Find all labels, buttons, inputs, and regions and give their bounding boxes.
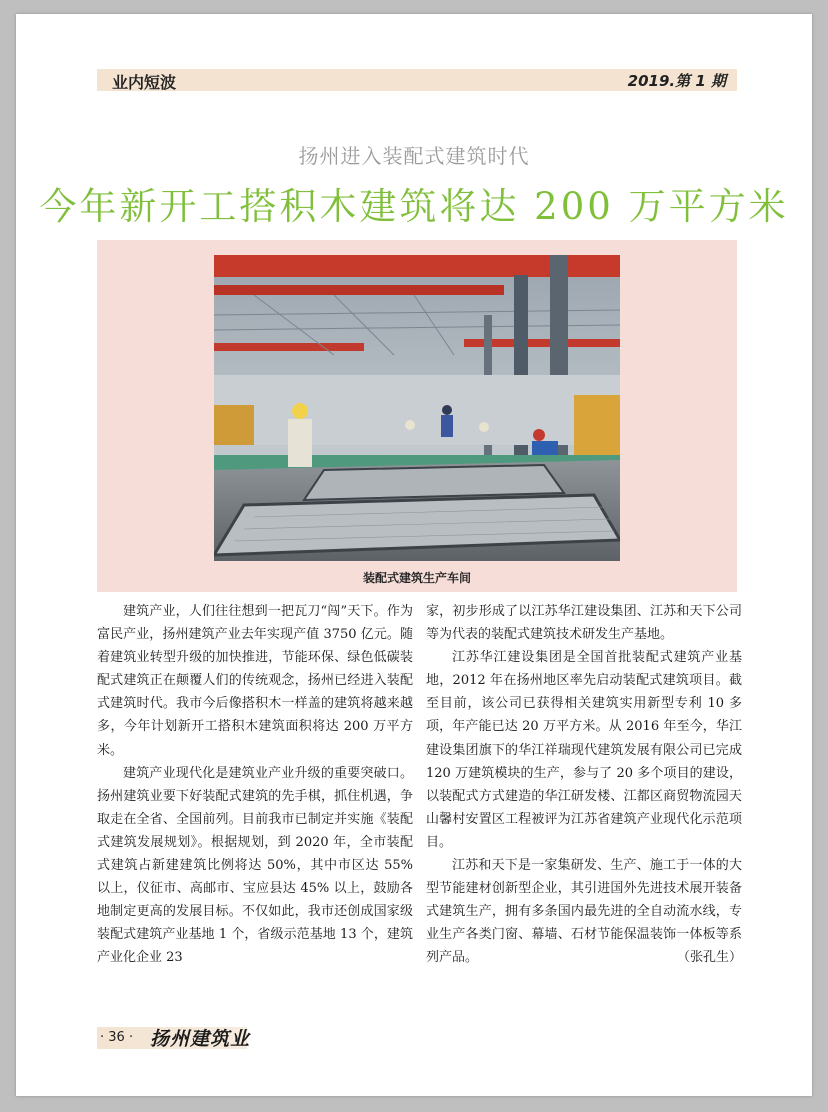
paragraph [426, 854, 742, 969]
paragraph: 建筑产业现代化是建筑业产业升级的重要突破口。扬州建筑业要下好装配式建筑的先手棋，抓住机遇，争取走在全省、全国前列。目前我市已制定并实施《装配式建筑发展规划》。根据规划，到 2020 年，全市装配式建筑占新建建筑比例将达 50%，其中市区达 55% 以上，仪征市、高邮市、宝应县达 45% 以上，鼓励各地制定更高的发展目标。不仅如此，我市还创成国家级装配式建筑产业基地 1 个，省级示范基地 13 个，建筑产业化企业 23 [97, 765, 413, 966]
factory-photo [214, 255, 620, 561]
body-column-left [97, 600, 413, 970]
body-column-right [426, 600, 742, 970]
paragraph-text: 江苏和天下是一家集研发、生产、施工于一体的大型节能建材创新型企业，其引进国外先进技术展开装备式建筑生产，拥有多条国内最先进的全自动流水线，专业生产各类门窗、幕墙、石材节能保温装饰一体板等系列产品。 [426, 858, 742, 966]
paragraph: 建筑产业，人们往往想到一把瓦刀“闯”天下。作为富民产业，扬州建筑产业去年实现产值 3750 亿元。随着建筑业转型升级的加快推进，节能环保、绿色低碳装配式建筑正在颠覆人们的传统观念，扬州已经进入装配式建筑时代。我市今后像搭积木一样盖的建筑将越来越多，今年计划新开工搭积木建筑面积将达 200 万平方米。 [97, 604, 413, 758]
author-byline: （张孔生） [676, 950, 742, 966]
paragraph-continued: 家，初步形成了以江苏华江建设集团、江苏和天下公司等为代表的装配式建筑技术研发生产基地。 [426, 604, 742, 643]
magazine-logo: 扬州建筑业 [150, 1028, 251, 1050]
paragraph: 江苏华江建设集团是全国首批装配式建筑产业基地，2012 年在扬州地区率先启动装配式建筑项目。截至目前，该公司已获得相关建筑实用新型专利 10 多项，年产能已达 20 万平方米。从 2016 年至今，华江建设集团旗下的华江祥瑞现代建筑发展有限公司已完成 120 万建筑模块的生产，参与了 20 多个项目的建设，以装配式方式建造的华江研发楼、江都区商贸物流园天山馨村安置区工程被评为江苏省建筑产业现代化示范项目。 [426, 650, 742, 850]
page-number: · 36 · [100, 1030, 134, 1045]
issue-label: 2019.第 1 期 [627, 72, 726, 90]
photo-caption: 装配式建筑生产车间 [362, 571, 471, 585]
article-title: 今年新开工搭积木建筑将达 200 万平方米 [39, 185, 789, 228]
article-subtitle: 扬州进入装配式建筑时代 [298, 144, 530, 168]
section-label: 业内短波 [112, 73, 177, 92]
